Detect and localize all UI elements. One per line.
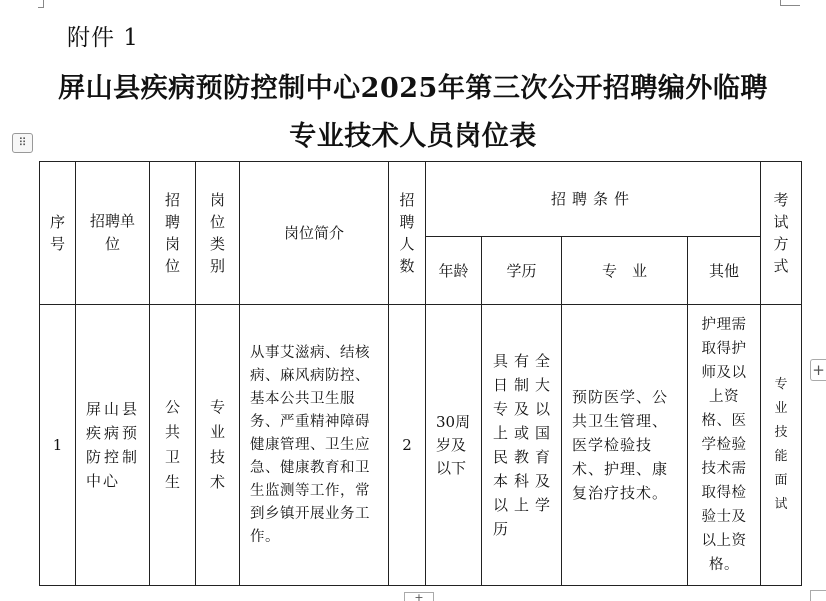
cell-position: 公共卫生 bbox=[150, 305, 196, 586]
header-exam: 考试方式 bbox=[761, 162, 802, 305]
header-education: 学历 bbox=[482, 237, 562, 305]
cell-intro: 从事艾滋病、结核病、麻风病防控、基本公共卫生服务、严重精神障碍健康管理、卫生应急、健康教育和卫生监测等工作，常到乡镇开展业务工作。 bbox=[240, 305, 389, 586]
education-col-3: 具日专上民本以历 bbox=[493, 352, 509, 538]
header-position: 招聘岗位 bbox=[150, 162, 196, 305]
education-col-1: 全大以国育及学 bbox=[535, 352, 551, 514]
table-row bbox=[40, 305, 802, 586]
education-col-2: 有制及或教科上 bbox=[514, 352, 530, 514]
education-vertical-text bbox=[493, 349, 550, 541]
add-column-button[interactable]: + bbox=[810, 359, 826, 381]
cell-exam: 专业技能面试 bbox=[761, 305, 802, 586]
header-category: 岗位类别 bbox=[196, 162, 240, 305]
header-other: 其他 bbox=[688, 237, 761, 305]
add-row-button[interactable]: + bbox=[404, 592, 434, 601]
cell-education bbox=[482, 305, 562, 586]
cell-count: 2 bbox=[389, 305, 426, 586]
cell-age: 30周岁及以下 bbox=[426, 305, 482, 586]
cell-other: 护理需取得护师及以上资格、医学检验技术需取得检验士及以上资格。 bbox=[688, 305, 761, 586]
header-age: 年龄 bbox=[426, 237, 482, 305]
page-corner-mark-left bbox=[38, 0, 44, 8]
header-major: 专 业 bbox=[562, 237, 688, 305]
cell-major: 预防医学、公共卫生管理、医学检验技术、护理、康复治疗技术。 bbox=[562, 305, 688, 586]
header-unit: 招聘单位 bbox=[76, 162, 150, 305]
table-move-handle-icon[interactable]: ⠿ bbox=[12, 133, 33, 153]
header-intro: 岗位简介 bbox=[240, 162, 389, 305]
document-title-line2: 专业技术人员岗位表 bbox=[289, 121, 537, 152]
recruitment-table bbox=[39, 161, 802, 586]
page-corner-mark-right bbox=[780, 0, 800, 6]
table-header-row-1 bbox=[40, 162, 802, 237]
cell-category: 专业技术 bbox=[196, 305, 240, 586]
header-count: 招聘人数 bbox=[389, 162, 426, 305]
cell-seq: 1 bbox=[40, 305, 76, 586]
cell-unit: 屏山县疾病预防控制中心 bbox=[76, 305, 150, 586]
header-seq: 序号 bbox=[40, 162, 76, 305]
header-conditions: 招聘条件 bbox=[426, 162, 761, 237]
table-resize-handle[interactable] bbox=[810, 590, 826, 601]
attachment-label: 附件 1 bbox=[67, 25, 139, 51]
document-title-line1: 屏山县疾病预防控制中心2025年第三次公开招聘编外临聘 bbox=[58, 73, 768, 104]
